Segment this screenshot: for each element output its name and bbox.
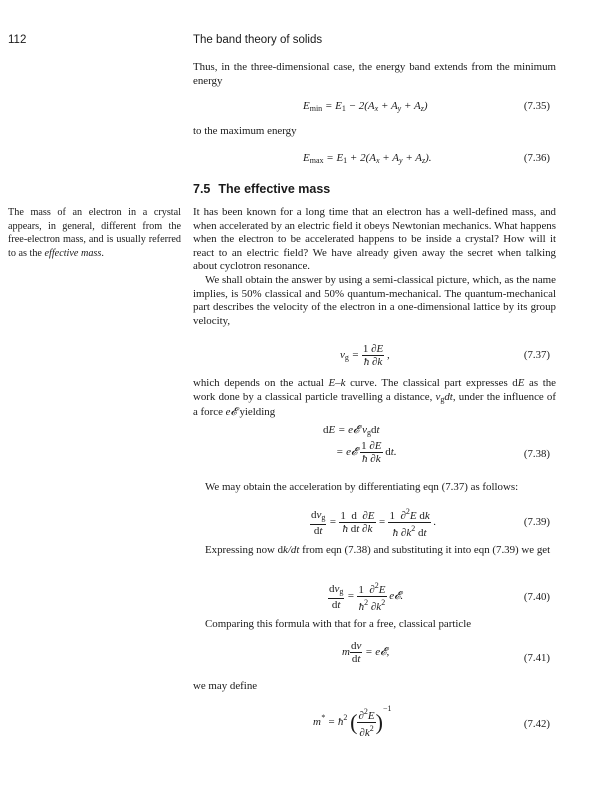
text-run: from eqn (7.38) and substituting it into eqn (7.39) we get (299, 544, 551, 556)
equation-number: (7.38) (523, 448, 550, 460)
text-run: g (440, 394, 445, 404)
equation-number: (7.41) (523, 652, 550, 664)
running-head: The band theory of solids (193, 34, 323, 46)
margin-note-end: . (101, 247, 104, 259)
equation-7-38-line1: dE = e𝓔 $v_gdt$ (323, 424, 380, 437)
paragraph-work-done (193, 377, 556, 420)
equation-number: (7.42) (523, 718, 550, 730)
text-run: k/dt (283, 544, 300, 556)
text-run: curve. The classical part expresses d (345, 377, 518, 389)
text-run: E (517, 377, 525, 389)
section-heading (193, 182, 330, 196)
text-run: yielding (236, 406, 276, 419)
paragraph-semiclassical: We shall obtain the answer by using a semi-classical picture, which, as the name implies, is 50% classical and 50% quantum-mechanical. The quantum-mechanical part describes the velocity of the electron in a one-dimensional lattice by its group velocity, (193, 274, 556, 327)
text-run: v (435, 390, 441, 403)
equation-7-37: $v_g$ = $\frac{1 \partial E}{ħ \partial k}$ , (340, 343, 390, 368)
page-number: 112 (8, 34, 27, 46)
text-run: e𝓔 (225, 406, 237, 419)
text-run: as the work done by a classical particle travelling a distance, (193, 377, 556, 403)
paragraph-substitution (193, 544, 563, 558)
equation-number: (7.40) (523, 591, 550, 603)
equation-7-36: $E_{max} = E_1 + 2(A_x + A_y + A_z)$. (303, 152, 432, 165)
margin-note-text: The mass of an electron in a crystal appears, in general, different from the free-electron mass, and is usually referred to as the (8, 207, 181, 259)
equation-number: (7.37) (523, 349, 550, 361)
margin-note-emphasis: effective mass (44, 247, 102, 259)
equation-number: (7.39) (523, 516, 550, 528)
paragraph-intro: Thus, in the three-dimensional case, the energy band extends from the minimum energy (193, 61, 556, 87)
equation-number: (7.35) (523, 100, 550, 112)
equation-number: (7.36) (523, 152, 550, 164)
margin-note (8, 206, 181, 260)
text-run: dt (444, 390, 453, 403)
section-title: The effective mass (218, 182, 331, 196)
equation-7-42: $m^* = ħ^2$ ( $\frac{\partial^2E}{\partial k^2}$ )$^{-1}$ (313, 704, 392, 739)
paragraph-define: we may define (193, 680, 258, 692)
paragraph-acceleration: We may obtain the acceleration by differentiating eqn (7.37) as follows: (205, 481, 519, 493)
equation-7-39: $\frac{dv_g}{dt}$ = $\frac{1 d \partial E}{\text{ħ dt ∂k}}$ = $\frac{1 \partial^2E dk}{ħ \partial k^2 dt}$ . (311, 507, 437, 539)
text-run: Expressing now d (205, 544, 284, 556)
equation-7-40: $\frac{dv_g}{dt}$ = $\frac{1 \partial^2E}{ħ^2 \partial k^2}$ e𝓔. (329, 581, 404, 613)
paragraph-max-energy: to the maximum energy (193, 125, 297, 137)
text-run: E–k (328, 377, 346, 389)
text-run: which depends on the actual (193, 377, 329, 389)
equation-7-41: m $\frac{dv}{dt}$ = e𝓔, (342, 640, 390, 665)
equation-7-35: $E_{min} = E_1 - 2(A_x + A_y + A_z)$ (303, 100, 428, 113)
equation-7-38-line2: = e𝓔 $\frac{1 \partial E}{ħ \partial k}$ dt. (336, 440, 397, 465)
section-number: 7.5 (193, 182, 211, 196)
text-run: , under the influence of a force (193, 390, 556, 419)
paragraph-effective-mass-intro: It has been known for a long time that an electron has a well-defined mass, and when accelerated by an electric field it obeys Newtonian mechanics. What happens when the electron to be accelerated happens to be inside a crystal? How will it react to an electric field? We have already given away the secret when talking about cyclotron resonance. (193, 206, 556, 273)
paragraph-comparison: Comparing this formula with that for a free, classical particle (205, 618, 472, 630)
